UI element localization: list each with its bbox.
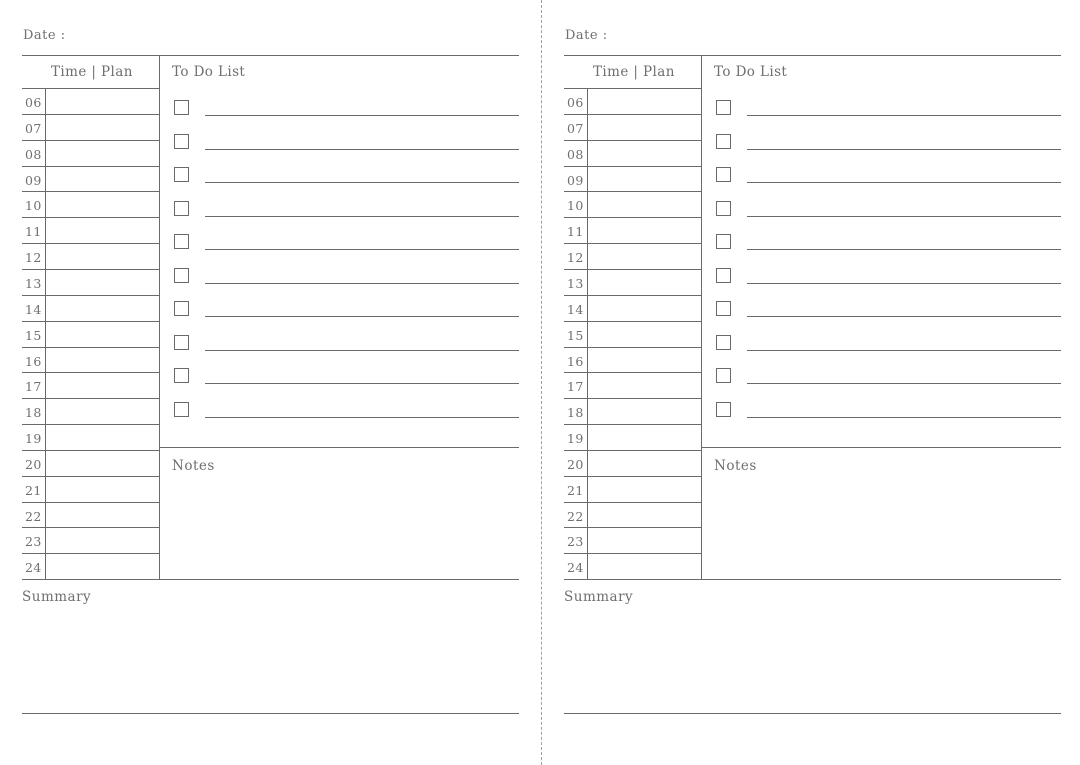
todo-item — [716, 167, 1061, 187]
hour-label: 07 — [567, 120, 584, 136]
hour-row[interactable] — [564, 295, 701, 321]
hour-row[interactable] — [22, 372, 159, 398]
todo-write-line[interactable] — [205, 149, 519, 150]
todo-checkbox[interactable] — [716, 268, 731, 283]
hour-label: 15 — [567, 327, 584, 343]
todo-checkbox[interactable] — [716, 402, 731, 417]
todo-item — [174, 134, 519, 154]
todo-checkbox[interactable] — [716, 335, 731, 350]
hour-row[interactable] — [564, 502, 701, 528]
hour-row[interactable] — [22, 347, 159, 373]
planner-bottom-rule — [564, 579, 1061, 580]
todo-item — [716, 234, 1061, 254]
summary-label: Summary — [22, 589, 92, 605]
hour-label: 14 — [25, 301, 42, 317]
hour-label: 18 — [567, 405, 584, 421]
todo-item — [716, 134, 1061, 154]
todo-item — [174, 268, 519, 288]
hour-row[interactable] — [22, 269, 159, 295]
hour-row[interactable] — [564, 398, 701, 424]
todo-write-line[interactable] — [205, 316, 519, 317]
todo-checkbox[interactable] — [716, 134, 731, 149]
todo-item — [716, 301, 1061, 321]
hour-row[interactable] — [22, 398, 159, 424]
todo-checkbox[interactable] — [716, 301, 731, 316]
hour-row[interactable] — [22, 527, 159, 553]
hour-row[interactable] — [22, 424, 159, 450]
hour-label: 24 — [25, 560, 42, 576]
notes-label: Notes — [714, 458, 757, 474]
hour-row[interactable] — [564, 88, 701, 114]
planner-bottom-rule — [22, 579, 519, 580]
hour-row[interactable] — [564, 527, 701, 553]
summary-write-line[interactable] — [22, 713, 519, 714]
todo-checkbox[interactable] — [716, 234, 731, 249]
todo-write-line[interactable] — [205, 383, 519, 384]
todo-list-header: To Do List — [172, 64, 246, 80]
hour-row[interactable] — [564, 553, 701, 579]
hour-label: 13 — [567, 275, 584, 291]
hour-row[interactable] — [564, 140, 701, 166]
todo-item — [716, 268, 1061, 288]
date-label: Date : — [565, 28, 608, 43]
summary-write-line[interactable] — [564, 713, 1061, 714]
hour-label: 13 — [25, 275, 42, 291]
hour-row[interactable] — [22, 191, 159, 217]
hour-label: 06 — [25, 95, 42, 110]
todo-item — [716, 335, 1061, 355]
hour-label: 11 — [567, 224, 584, 240]
hour-row[interactable] — [564, 166, 701, 192]
todo-checkbox[interactable] — [174, 201, 189, 216]
hour-label: 24 — [567, 560, 584, 576]
todo-write-line[interactable] — [747, 283, 1061, 284]
todo-write-line[interactable] — [205, 417, 519, 418]
hour-row[interactable] — [564, 191, 701, 217]
hour-label: 22 — [25, 508, 42, 524]
hour-label: 14 — [567, 301, 584, 317]
hour-label: 17 — [567, 379, 584, 395]
todo-write-line[interactable] — [747, 316, 1061, 317]
page-divider — [541, 0, 542, 765]
todo-checkbox[interactable] — [174, 134, 189, 149]
hour-label: 06 — [567, 95, 584, 110]
hour-label: 11 — [25, 224, 42, 240]
hour-label: 20 — [25, 456, 42, 472]
todo-checkbox[interactable] — [716, 100, 731, 115]
todo-checkbox[interactable] — [174, 301, 189, 316]
todo-checkbox[interactable] — [716, 167, 731, 182]
time-column-border — [701, 55, 702, 580]
todo-item — [174, 100, 519, 120]
todo-checkbox[interactable] — [716, 368, 731, 383]
hour-label: 23 — [567, 534, 584, 550]
todo-write-line[interactable] — [747, 149, 1061, 150]
todo-write-line[interactable] — [205, 350, 519, 351]
hour-row[interactable] — [22, 476, 159, 502]
hour-row[interactable] — [564, 424, 701, 450]
hour-row[interactable] — [22, 114, 159, 140]
hour-row[interactable] — [22, 502, 159, 528]
todo-checkbox[interactable] — [174, 335, 189, 350]
hour-row[interactable] — [564, 450, 701, 476]
header-rule — [564, 55, 1061, 56]
hour-row[interactable] — [22, 450, 159, 476]
todo-write-line[interactable] — [747, 350, 1061, 351]
hour-row[interactable] — [22, 140, 159, 166]
todo-item — [174, 368, 519, 388]
hour-row[interactable] — [564, 476, 701, 502]
hour-label: 17 — [25, 379, 42, 395]
hour-label: 08 — [25, 146, 42, 162]
todo-write-line[interactable] — [205, 182, 519, 183]
hour-row[interactable] — [22, 217, 159, 243]
hour-label: 10 — [25, 198, 42, 214]
todo-checkbox[interactable] — [174, 234, 189, 249]
todo-write-line[interactable] — [747, 182, 1061, 183]
hour-label: 21 — [567, 482, 584, 498]
todo-write-line[interactable] — [747, 383, 1061, 384]
todo-checkbox[interactable] — [174, 402, 189, 417]
hour-label-divider — [45, 88, 46, 580]
todo-write-line[interactable] — [205, 283, 519, 284]
hour-label: 15 — [25, 327, 42, 343]
todo-write-line[interactable] — [205, 216, 519, 217]
hour-row[interactable] — [22, 243, 159, 269]
date-label: Date : — [23, 28, 66, 43]
todo-write-line[interactable] — [205, 249, 519, 250]
todo-item — [174, 402, 519, 422]
hour-label: 12 — [25, 250, 42, 266]
hour-row[interactable] — [564, 243, 701, 269]
todo-item — [716, 100, 1061, 120]
hour-label: 19 — [567, 431, 584, 447]
hour-label: 16 — [567, 353, 584, 369]
notes-rule — [701, 447, 1061, 448]
todo-write-line[interactable] — [205, 115, 519, 116]
header-rule — [22, 55, 519, 56]
time-plan-header: Time | Plan — [51, 64, 133, 80]
hour-row[interactable] — [564, 347, 701, 373]
time-plan-header: Time | Plan — [593, 64, 675, 80]
hour-label: 20 — [567, 456, 584, 472]
hour-label: 09 — [25, 172, 42, 188]
todo-item — [716, 402, 1061, 422]
hour-row[interactable] — [564, 321, 701, 347]
hour-row[interactable] — [564, 217, 701, 243]
summary-label: Summary — [564, 589, 634, 605]
todo-item — [174, 335, 519, 355]
planner-page-right — [564, 0, 1061, 765]
todo-checkbox[interactable] — [716, 201, 731, 216]
hour-label: 09 — [567, 172, 584, 188]
hour-label: 22 — [567, 508, 584, 524]
hour-row[interactable] — [564, 114, 701, 140]
hour-label: 19 — [25, 431, 42, 447]
notes-label: Notes — [172, 458, 215, 474]
hour-row[interactable] — [564, 269, 701, 295]
hour-label: 23 — [25, 534, 42, 550]
todo-item — [174, 167, 519, 187]
hour-row[interactable] — [22, 321, 159, 347]
hour-label-divider — [587, 88, 588, 580]
hour-row[interactable] — [22, 295, 159, 321]
todo-checkbox[interactable] — [174, 368, 189, 383]
hour-label: 08 — [567, 146, 584, 162]
hour-row[interactable] — [22, 553, 159, 579]
hour-label: 10 — [567, 198, 584, 214]
notes-rule — [159, 447, 519, 448]
todo-item — [716, 201, 1061, 221]
hour-row[interactable] — [564, 372, 701, 398]
hour-label: 07 — [25, 120, 42, 136]
hour-row[interactable] — [22, 88, 159, 114]
todo-write-line[interactable] — [747, 417, 1061, 418]
todo-checkbox[interactable] — [174, 268, 189, 283]
todo-item — [716, 368, 1061, 388]
todo-write-line[interactable] — [747, 115, 1061, 116]
todo-item — [174, 301, 519, 321]
todo-write-line[interactable] — [747, 216, 1061, 217]
hour-label: 12 — [567, 250, 584, 266]
hour-label: 16 — [25, 353, 42, 369]
todo-item — [174, 234, 519, 254]
todo-write-line[interactable] — [747, 249, 1061, 250]
todo-checkbox[interactable] — [174, 100, 189, 115]
planner-page-left — [22, 0, 519, 765]
time-column-border — [159, 55, 160, 580]
hour-label: 18 — [25, 405, 42, 421]
todo-list-header: To Do List — [714, 64, 788, 80]
todo-checkbox[interactable] — [174, 167, 189, 182]
hour-label: 21 — [25, 482, 42, 498]
todo-item — [174, 201, 519, 221]
hour-row[interactable] — [22, 166, 159, 192]
